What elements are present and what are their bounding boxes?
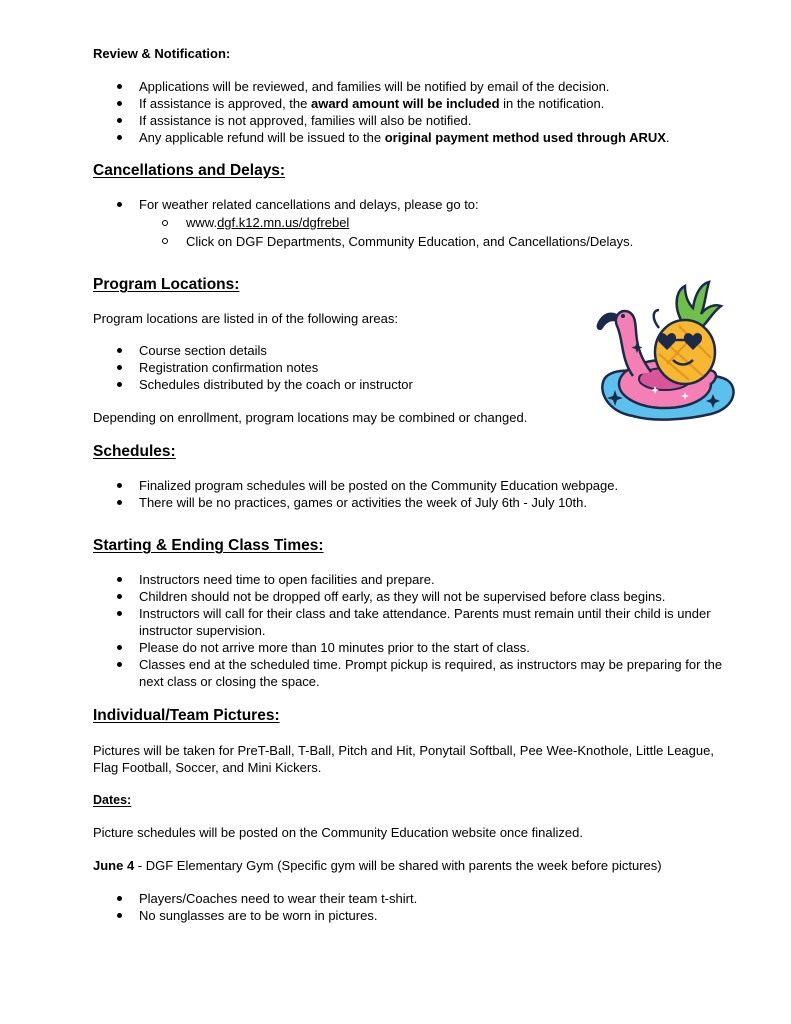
- list-item: Instructors will call for their class and take attendance. Parents must remain until their child is under instructor supervision.: [93, 605, 733, 639]
- locations-heading: Program Locations:: [93, 276, 240, 293]
- cancellations-list: [93, 196, 733, 213]
- list-item: Players/Coaches need to wear their team t-shirt.: [93, 890, 733, 907]
- dates-note: Picture schedules will be posted on the Community Education website once finalized.: [93, 825, 583, 840]
- dates-heading: Dates:: [93, 793, 132, 807]
- review-list: [93, 78, 733, 146]
- list-item: www.dgf.k12.mn.us/dgfrebel: [93, 214, 733, 233]
- list-item: Please do not arrive more than 10 minutes prior to the start of class.: [93, 639, 733, 656]
- flamingo-neck: [616, 311, 651, 376]
- schedules-heading: Schedules:: [93, 443, 176, 460]
- list-item: No sunglasses are to be worn in pictures.: [93, 907, 733, 924]
- pictures-list: [93, 890, 733, 924]
- cancellations-link[interactable]: dgf.k12.mn.us/dgfrebel: [217, 215, 350, 230]
- flamingo-pineapple-float-illustration: [593, 280, 739, 428]
- cancellations-sublist: [93, 214, 733, 251]
- review-heading: Review & Notification:: [93, 46, 231, 61]
- list-item: Click on DGF Departments, Community Education, and Cancellations/Delays.: [93, 233, 733, 252]
- pictures-heading: Individual/Team Pictures:: [93, 707, 280, 724]
- document-page: [93, 45, 733, 924]
- list-item: Schedules distributed by the coach or instructor: [93, 376, 733, 393]
- flamingo-head: [597, 312, 617, 330]
- cancellations-heading: Cancellations and Delays:: [93, 162, 286, 179]
- list-item: Children should not be dropped off early, as they will not be supervised before class begins.: [93, 588, 733, 605]
- list-item: Course section details: [93, 342, 733, 359]
- date-line: June 4 - DGF Elementary Gym (Specific gym will be shared with parents the week before pictures): [93, 858, 662, 873]
- list-item: If assistance is approved, the award amount will be included in the notification.: [93, 95, 733, 112]
- class-times-list: [93, 571, 733, 690]
- list-item: Registration confirmation notes: [93, 359, 733, 376]
- class-times-heading: Starting & Ending Class Times:: [93, 537, 324, 554]
- list-item: There will be no practices, games or activities the week of July 6th - July 10th.: [93, 494, 733, 511]
- list-item: Instructors need time to open facilities and prepare.: [93, 571, 733, 588]
- list-item: For weather related cancellations and delays, please go to:: [93, 196, 733, 213]
- pictures-intro: Pictures will be taken for PreT-Ball, T-Ball, Pitch and Hit, Ponytail Softball, Pee Wee-Knothole, Little League, Flag Football, Soccer, and Mini Kickers.: [93, 743, 714, 775]
- schedules-list: [93, 477, 733, 511]
- list-item: Applications will be reviewed, and families will be notified by email of the decision.: [93, 78, 733, 95]
- locations-intro: Program locations are listed in of the following areas:: [93, 311, 398, 326]
- list-item: Classes end at the scheduled time. Prompt pickup is required, as instructors may be preparing for the next class or closing the space.: [93, 656, 733, 690]
- list-item: If assistance is not approved, families will also be notified.: [93, 112, 733, 129]
- list-item: Finalized program schedules will be posted on the Community Education webpage.: [93, 477, 733, 494]
- locations-note: Depending on enrollment, program locations may be combined or changed.: [93, 410, 528, 425]
- list-item: Any applicable refund will be issued to the original payment method used through ARUX.: [93, 129, 733, 146]
